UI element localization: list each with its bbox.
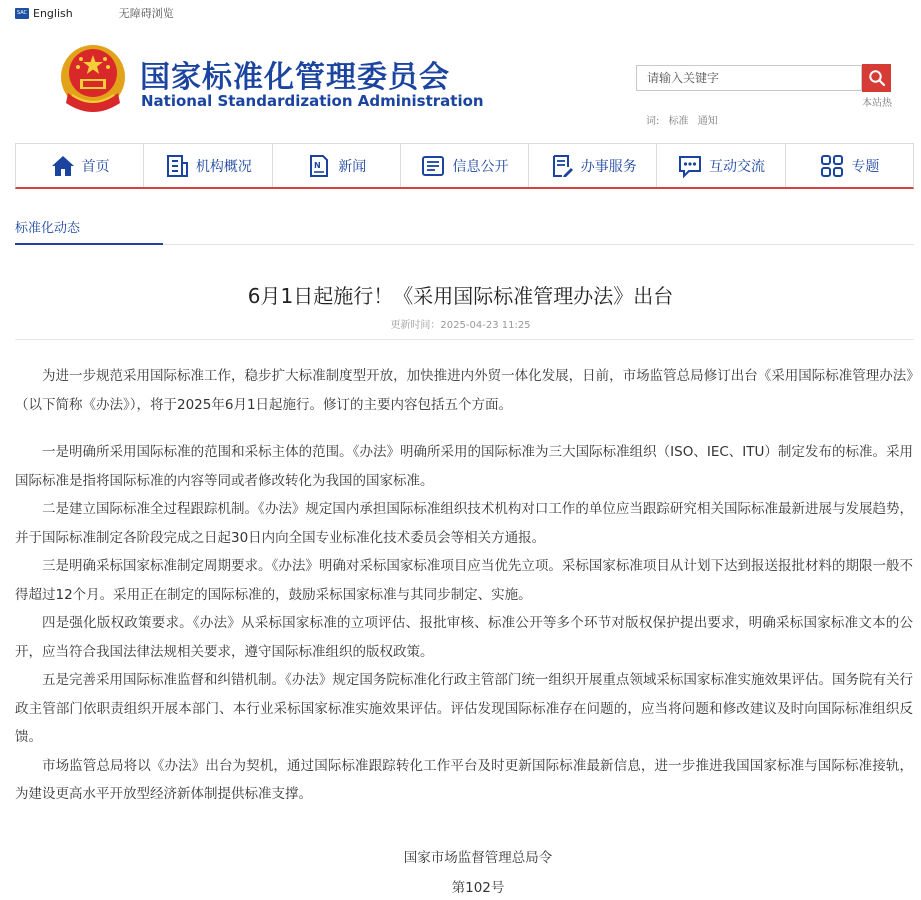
- article-paragraph: 二是建立国际标准全过程跟踪机制。《办法》规定国内承担国际标准组织技术机构对口工作的单位应当跟踪研究相关国际标准最新进展与发展趋势，并于国际标准制定各阶段完成之日起30日内向全国专业标准化技术委员会等相关方通报。: [15, 501, 913, 546]
- english-link[interactable]: English: [33, 6, 73, 20]
- nav-item-home[interactable]: [16, 144, 144, 187]
- article-paragraph: 三是明确采标国家标准制定周期要求。《办法》明确对采标国家标准项目应当优先立项。采标国家标准项目从计划下达到报送报批材料的期限一般不得超过12个月。采用正在制定的国际标准的，鼓励采标国家标准与其同步制定、实施。: [15, 558, 913, 603]
- nav-item-label: 机构概况: [195, 158, 252, 175]
- nav-item-info[interactable]: [401, 144, 529, 187]
- title-divider: [15, 339, 914, 340]
- article-paragraph: 市场监管总局将以《办法》出台为契机，通过国际标准跟踪转化工作平台及时更新国际标准最新信息，进一步推进我国国家标准与国际标准接轨，为建设更高水平开放型经济新体制提供标准支撑。: [15, 757, 913, 802]
- section-active-underline: [15, 243, 163, 245]
- site-title-en: National Standardization Administration: [141, 92, 484, 110]
- home-icon: [50, 153, 76, 179]
- nav-item-label: 办事服务: [580, 158, 637, 175]
- nav-item-interact[interactable]: [657, 144, 785, 187]
- article-body: [15, 362, 913, 809]
- site-title-cn: 国家标准化管理委员会: [140, 60, 450, 95]
- hot-word[interactable]: 通知: [697, 116, 718, 127]
- nav-item-label: 信息公开: [452, 158, 509, 175]
- accessibility-link[interactable]: 无障碍浏览: [118, 7, 174, 20]
- nav-item-about[interactable]: [144, 144, 272, 187]
- hot-words: [646, 112, 724, 127]
- service-icon: [549, 153, 575, 179]
- nav-item-topics[interactable]: [786, 144, 913, 187]
- section-tab-standardization-news[interactable]: 标准化动态: [15, 221, 81, 236]
- svg-text:N: N: [314, 160, 321, 170]
- nav-item-label: 专题: [851, 158, 880, 175]
- article-paragraph: 四是强化版权政策要求。《办法》从采标国家标准的立项评估、报批审核、标准公开等多个环节对版权保护提出要求，明确采标国家标准文本的公开，应当符合我国法律法规相关要求，遵守国际标准组织的版权政策。: [15, 615, 913, 660]
- sac-logo-icon: SAC: [15, 8, 29, 19]
- article-paragraph: 一是明确所采用国际标准的范围和采标主体的范围。《办法》明确所采用的国际标准为三大国际标准组织（ISO、IEC、ITU）制定发布的标准。采用国际标准是指将国际标准的内容等同或者修改转化为我国的国家标准。: [15, 444, 913, 489]
- nav-item-label: 首页: [81, 158, 110, 175]
- nav-item-services[interactable]: [529, 144, 657, 187]
- building-icon: [164, 153, 190, 179]
- search-input[interactable]: 请输入关键字: [636, 65, 862, 91]
- article-signature: 国家市场监督管理总局令: [403, 850, 553, 866]
- grid-icon: [819, 153, 845, 179]
- article-title: 6月1日起施行！《采用国际标准管理办法》出台: [247, 284, 674, 308]
- article-paragraph: 五是完善采用国际标准监督和纠错机制。《办法》规定国务院标准化行政主管部门统一组织开展重点领域采标国家标准实施效果评估。国务院有关行政主管部门依职责组织开展本部门、本行业采标国家标准实施效果评估。评估发现国际标准存在问题的，应当将问题和修改建议及时向国际标准组织反馈。: [15, 672, 913, 745]
- article-paragraph: 为进一步规范采用国际标准工作，稳步扩大标准制度型开放，加快推进内外贸一体化发展，日前，市场监管总局修订出台《采用国际标准管理办法》（以下简称《办法》），将于2025年6月1日起施行。修订的主要内容包括五个方面。: [15, 368, 913, 413]
- news-icon: [306, 153, 332, 179]
- top-bar: [15, 4, 174, 22]
- search-icon: [868, 69, 886, 87]
- hot-word[interactable]: 标准: [668, 116, 689, 127]
- article-updated-time: 更新时间：2025-04-23 11:25: [390, 320, 531, 331]
- search-button[interactable]: [862, 64, 891, 92]
- nav-item-news[interactable]: [273, 144, 401, 187]
- hot-words-label: 词:: [646, 116, 660, 127]
- national-emblem-icon: [58, 43, 128, 117]
- main-nav: [15, 143, 914, 189]
- site-search-label: 本站热: [862, 98, 892, 109]
- chat-icon: [677, 153, 703, 179]
- order-number: 第102号: [451, 880, 505, 896]
- nav-item-label: 新闻: [338, 158, 367, 175]
- nav-item-label: 互动交流: [709, 158, 766, 175]
- info-icon: [420, 153, 446, 179]
